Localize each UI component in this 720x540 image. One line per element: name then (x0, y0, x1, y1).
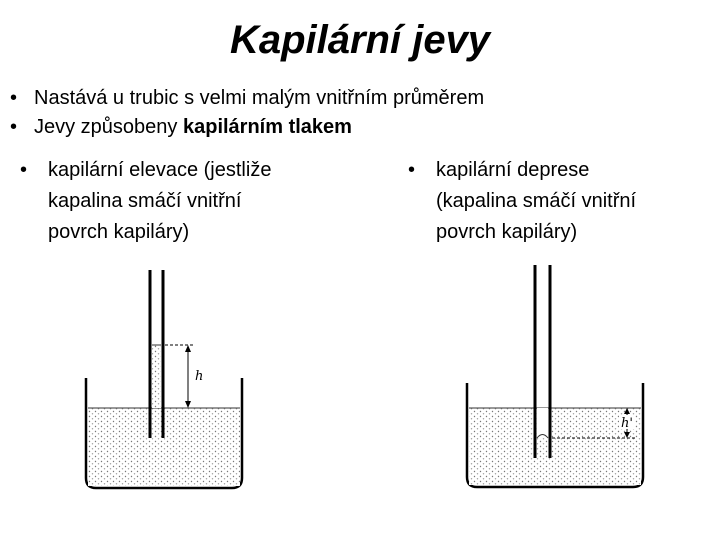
bullet-item (10, 113, 484, 142)
depression-line-1: kapilární deprese (436, 159, 590, 181)
height-label-h: h (195, 369, 204, 384)
elevation-line-2: kapalina smáčí vnitřní (48, 190, 242, 212)
bullet-dot: • (20, 159, 28, 181)
height-label-h-prime: h' (621, 416, 633, 431)
main-bullet-list (10, 84, 484, 142)
capillary-depression-diagram (455, 265, 655, 500)
elevation-line-1: kapilární elevace (jestliže (48, 159, 272, 181)
bullet-item (10, 84, 484, 113)
depression-line-3: povrch kapiláry) (436, 221, 578, 243)
bullet-text: Nastává u trubic s velmi malým vnitřním průměrem (34, 87, 485, 109)
depression-line-2: (kapalina smáčí vnitřní (436, 190, 637, 212)
depression-bullet (408, 155, 708, 248)
capillary-elevation-diagram (82, 270, 252, 500)
elevation-line-3: povrch kapiláry) (48, 221, 190, 243)
bullet-dot: • (408, 159, 416, 181)
bullet-dot: • (10, 87, 18, 109)
bullet-dot: • (10, 116, 18, 138)
bullet-text: Jevy způsobeny (34, 116, 183, 138)
bullet-bold-text: kapilárním tlakem (182, 116, 352, 138)
slide-title: Kapilární jevy (229, 18, 491, 62)
elevation-bullet (20, 155, 350, 248)
